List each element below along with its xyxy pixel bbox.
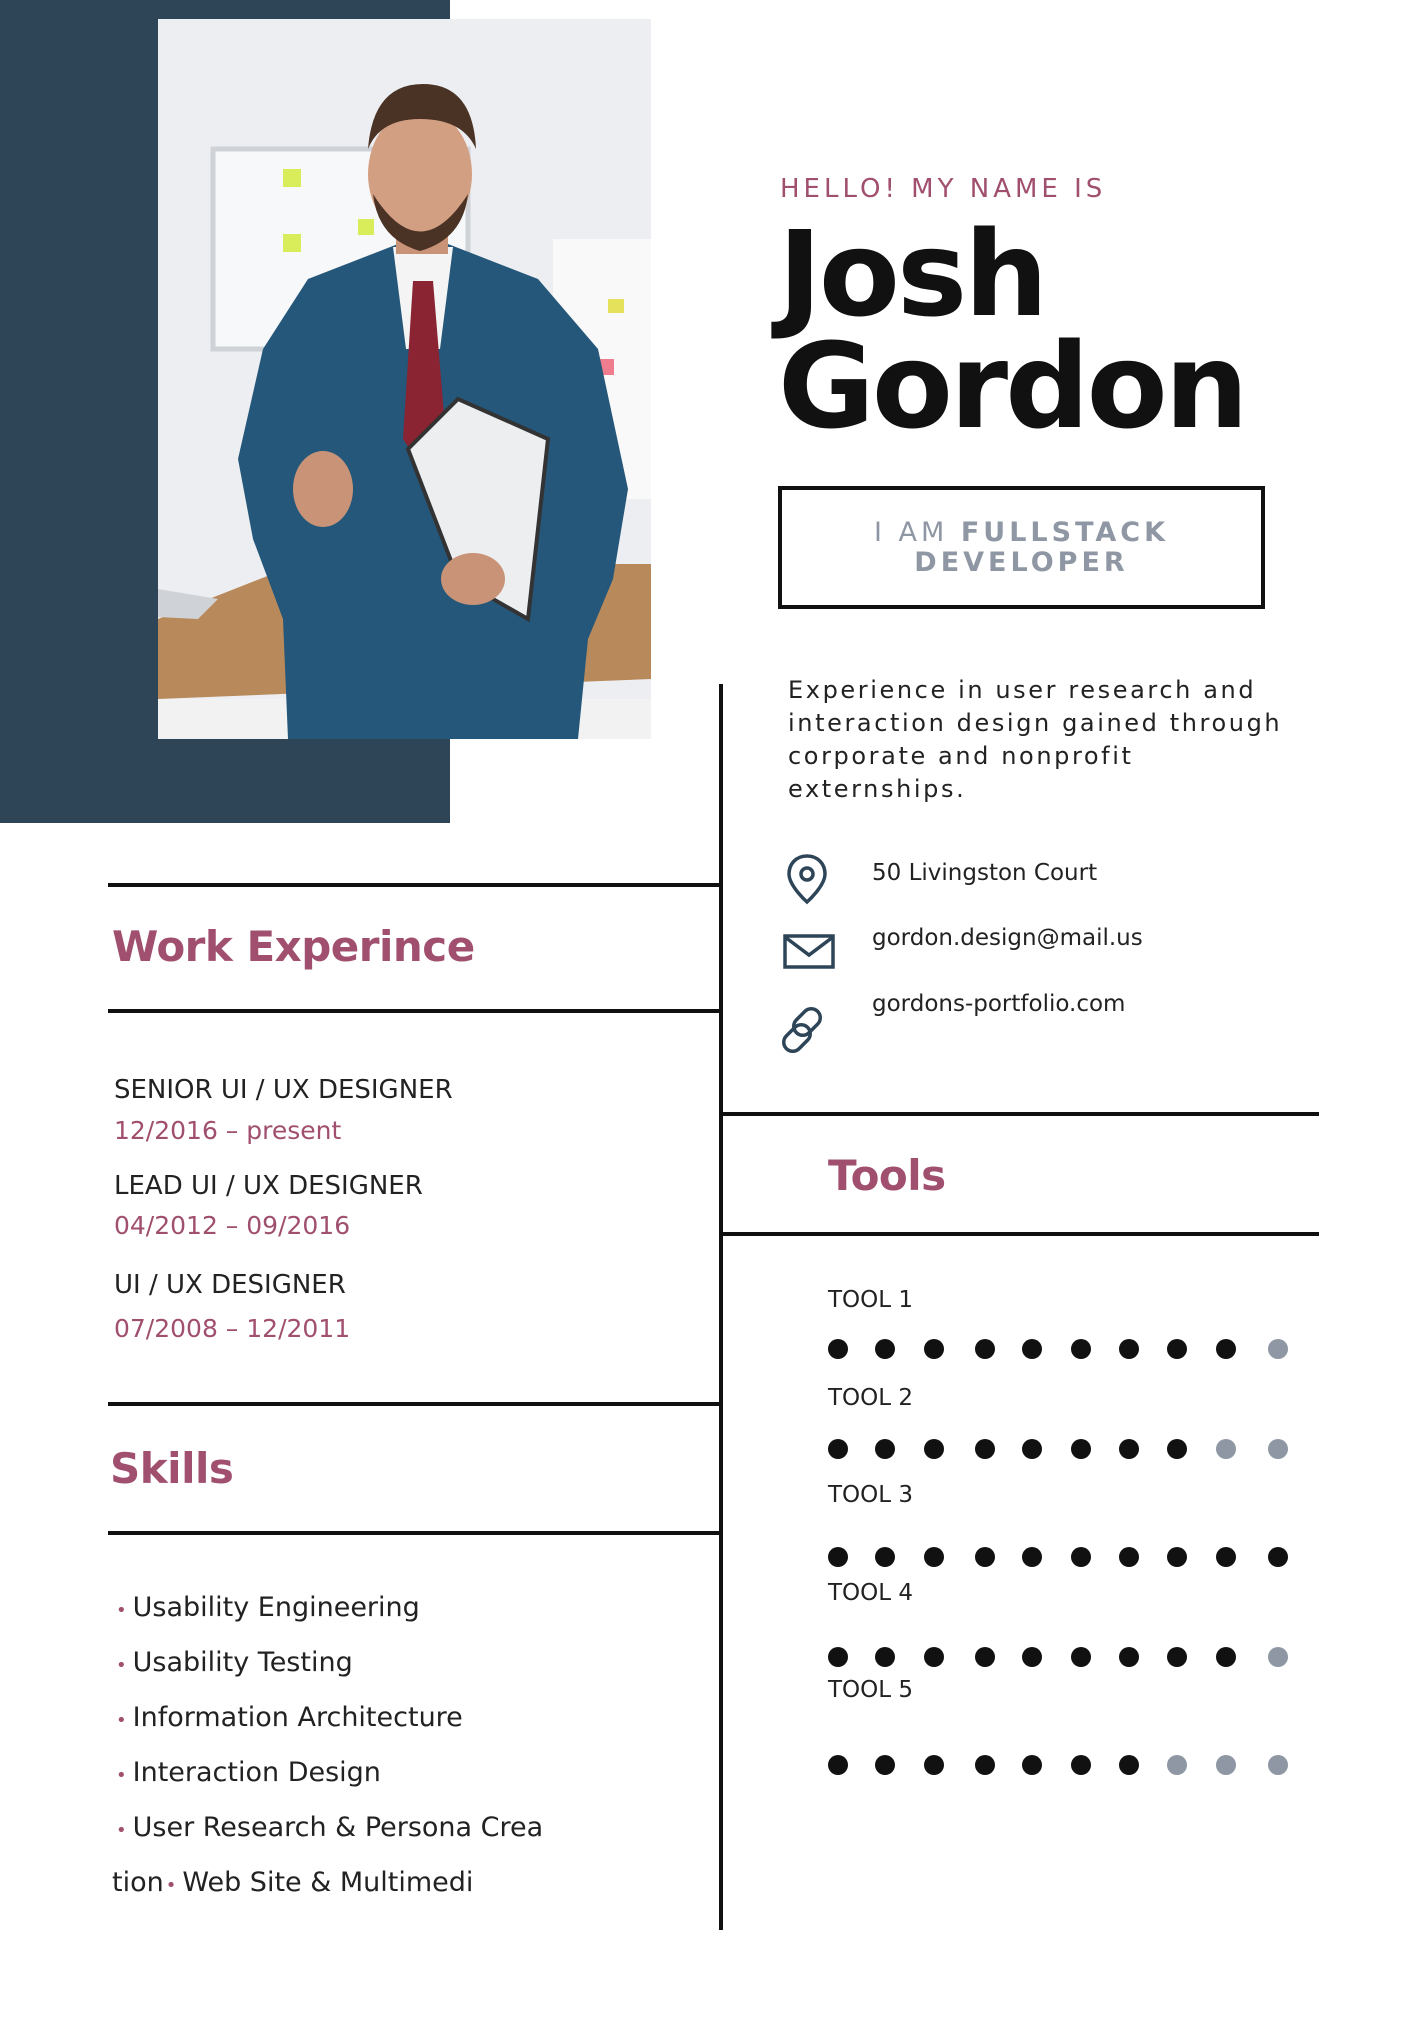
tool-rating [828,1547,1288,1571]
rating-dot-filled [1268,1547,1288,1567]
rating-dot-filled [924,1755,944,1775]
rating-dot-filled [1119,1755,1139,1775]
rating-dot-filled [975,1339,995,1359]
rating-dot-filled [924,1647,944,1667]
rating-dot-empty [1268,1439,1288,1459]
tool-label: TOOL 5 [828,1677,914,1703]
rating-dot-filled [1216,1547,1236,1567]
contact-website[interactable]: gordons-portfolio.com [872,991,1126,1017]
rating-dot-filled [1119,1547,1139,1567]
contact-address: 50 Livingston Court [872,860,1098,886]
rating-dot-filled [1071,1647,1091,1667]
rating-dot-filled [1071,1755,1091,1775]
rating-dot-filled [875,1439,895,1459]
rating-dot-empty [1216,1439,1236,1459]
rating-dot-empty [1216,1755,1236,1775]
role-prefix: I AM [873,516,949,548]
rating-dot-filled [1216,1647,1236,1667]
skills-list [112,1582,556,1912]
skill-item: • Information Architecture [116,1702,463,1733]
vertical-divider [719,684,723,1930]
first-name: Josh [778,205,1046,343]
divider-line [108,1402,721,1406]
role-line2: DEVELOPER [914,546,1129,578]
role-line1: FULLSTACK [960,516,1170,548]
job-title: UI / UX DESIGNER [114,1270,346,1300]
tool-rating [828,1439,1288,1463]
rating-dot-empty [1268,1755,1288,1775]
rating-dot-filled [875,1339,895,1359]
link-icon [780,1003,834,1057]
role-box [778,486,1265,609]
rating-dot-filled [1119,1339,1139,1359]
rating-dot-filled [828,1755,848,1775]
rating-dot-filled [1167,1439,1187,1459]
rating-dot-empty [1268,1339,1288,1359]
tool-label: TOOL 3 [828,1482,914,1508]
job-dates: 04/2012 – 09/2016 [114,1211,351,1240]
rating-dot-filled [1022,1755,1042,1775]
rating-dot-filled [1119,1647,1139,1667]
greeting: HELLO! MY NAME IS [780,174,1107,204]
rating-dot-filled [828,1647,848,1667]
rating-dot-filled [924,1439,944,1459]
skill-item: • Interaction Design [116,1757,381,1788]
rating-dot-filled [828,1547,848,1567]
map-pin-icon [780,852,834,906]
divider-line [723,1112,1319,1116]
person-name [778,205,1246,455]
rating-dot-filled [875,1547,895,1567]
skill-item: • Usability Engineering [116,1592,420,1623]
rating-dot-filled [1167,1339,1187,1359]
rating-dot-filled [975,1439,995,1459]
rating-dot-filled [1022,1439,1042,1459]
tools-heading: Tools [828,1151,946,1200]
rating-dot-filled [1022,1339,1042,1359]
envelope-icon [782,928,836,974]
rating-dot-filled [828,1339,848,1359]
skill-item: • Usability Testing [116,1647,353,1678]
job-title: LEAD UI / UX DESIGNER [114,1171,423,1201]
rating-dot-empty [1268,1647,1288,1667]
rating-dot-filled [875,1647,895,1667]
skills-heading: Skills [110,1444,234,1493]
tool-label: TOOL 4 [828,1580,914,1606]
rating-dot-filled [875,1755,895,1775]
job-title: SENIOR UI / UX DESIGNER [114,1075,453,1105]
rating-dot-filled [828,1439,848,1459]
rating-dot-filled [1216,1339,1236,1359]
rating-dot-filled [1022,1547,1042,1567]
rating-dot-filled [924,1547,944,1567]
summary-text: Experience in user research and interaction design gained through corporate and nonprofit externships. [788,676,1283,803]
rating-dot-filled [1167,1647,1187,1667]
rating-dot-filled [1071,1439,1091,1459]
rating-dot-filled [975,1755,995,1775]
divider-line [108,1531,721,1535]
tool-rating [828,1339,1288,1363]
rating-dot-filled [1071,1547,1091,1567]
rating-dot-filled [1071,1339,1091,1359]
rating-dot-filled [1167,1547,1187,1567]
tool-label: TOOL 2 [828,1385,914,1411]
divider-line [108,1009,721,1013]
role-text [874,518,1169,578]
job-dates: 12/2016 – present [114,1116,342,1145]
tool-rating [828,1647,1288,1671]
profile-photo [158,19,651,739]
rating-dot-empty [1167,1755,1187,1775]
tool-rating [828,1755,1288,1779]
divider-line [723,1232,1319,1236]
tool-label: TOOL 1 [828,1287,914,1313]
skill-item: • User Research & Persona Crea [116,1812,544,1843]
rating-dot-filled [975,1547,995,1567]
job-dates: 07/2008 – 12/2011 [114,1314,351,1343]
last-name: Gordon [778,317,1246,455]
rating-dot-filled [924,1339,944,1359]
divider-line [108,883,721,887]
rating-dot-filled [1022,1647,1042,1667]
contact-email[interactable]: gordon.design@mail.us [872,925,1143,951]
work-experience-heading: Work Experince [112,922,475,971]
rating-dot-filled [1119,1439,1139,1459]
skill-item: tion • Web Site & Multimedi [112,1867,474,1898]
rating-dot-filled [975,1647,995,1667]
